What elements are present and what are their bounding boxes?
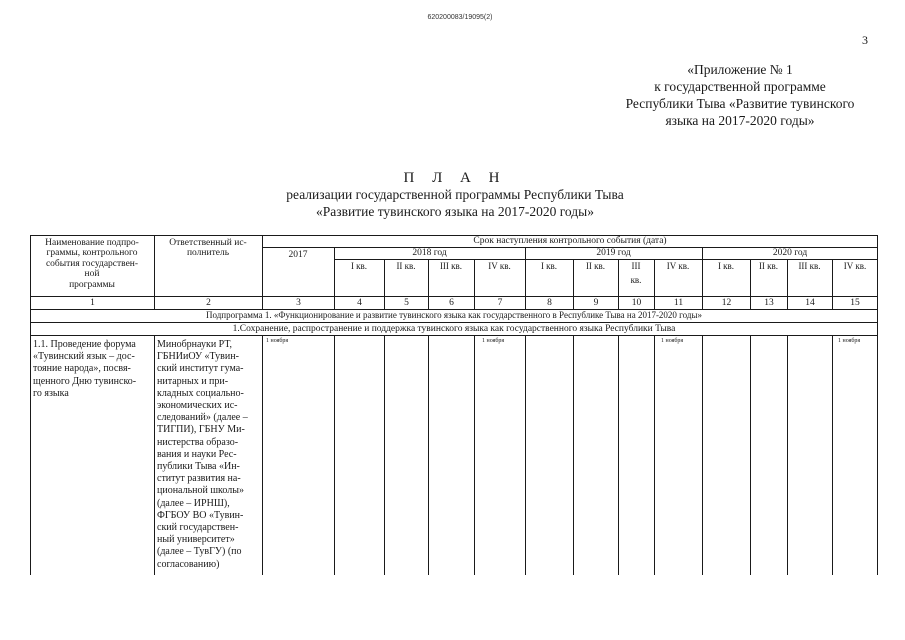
annex-heading: [600, 61, 880, 129]
column-number: 3: [296, 298, 301, 308]
col-divider: [334, 335, 335, 575]
quarter-header: IV кв.: [843, 261, 867, 271]
column-number: 11: [673, 298, 684, 308]
quarter-header: IV кв.: [488, 261, 511, 271]
col-divider: [787, 335, 788, 575]
year-2019-header: 2019 год: [596, 248, 631, 258]
year-2017-header: 2017: [288, 250, 308, 260]
date-2020-q4: 1 ноября: [838, 338, 861, 344]
column-number: 2: [206, 298, 211, 308]
event-cell: 1.1. Проведение форума «Тувинский язык – дос- тояние народа», посвя- щенного Дню тувинско- го языка: [33, 339, 137, 399]
date-2019-q4: 1 ноября: [661, 338, 684, 344]
quarter-header: III кв.: [798, 261, 821, 271]
column-number: 6: [449, 298, 454, 308]
quarter-header: III кв.: [630, 261, 642, 285]
annex-line: Республики Тыва «Развитие тувинского: [625, 96, 855, 111]
plan-table: [30, 235, 878, 575]
column-number: 7: [497, 298, 503, 308]
col-divider: [750, 335, 751, 575]
col-divider: [154, 335, 155, 575]
page-number: 3: [862, 33, 868, 47]
column-number: 8: [547, 298, 552, 308]
subtitle-line: «Развитие тувинского языка на 2017-2020 годы»: [316, 204, 594, 219]
col-divider: [702, 335, 703, 575]
responsible-cell: Минобрнауки РТ, ГБНИиОУ «Тувин- ский институт гума- нитарных и при- кладных социально- экономических ис- следований» (далее – ТИГПИ), ГБНУ Ми- нистерства образо- вания и науки Рес- публики Тыва «Ин- ститут развития на- циональной школы» (далее – ИРНШ), ФГБОУ ВО «Тувин- ский государствен- ный университет» (далее – ТувГУ) (по согласованию): [157, 339, 248, 570]
column-number: 15: [850, 298, 860, 308]
col-header-event: Наименование подпро- граммы, контрольного события государствен- ной программы: [45, 238, 139, 290]
subprogram-bottom-line: [30, 322, 878, 323]
page-subtitle: [150, 186, 760, 220]
column-number: 5: [404, 298, 409, 308]
quarter-header: IV кв.: [666, 261, 690, 271]
column-number: 14: [805, 298, 815, 308]
col-divider: [618, 335, 619, 575]
page-title: П Л А Н: [403, 170, 507, 186]
quarter-header: III кв.: [439, 261, 463, 271]
annex-line: «Приложение № 1: [687, 62, 793, 77]
col-divider: [525, 335, 526, 575]
section-row: 1.Сохранение, распространение и поддержка тувинского языка как государственного языка Республики Тыва: [232, 324, 676, 334]
column-number: 12: [721, 298, 732, 308]
col-divider: [654, 335, 655, 575]
subtitle-line: реализации государственной программы Республики Тыва: [286, 187, 624, 202]
column-number: 13: [764, 298, 774, 308]
col-header-responsible: Ответственный ис- полнитель: [169, 238, 247, 259]
col-divider: [428, 335, 429, 575]
quarter-header: II кв.: [585, 261, 606, 271]
col-divider: [573, 335, 574, 575]
year-2018-header: 2018 год: [412, 248, 447, 258]
column-number: 1: [90, 298, 95, 308]
year-2020-header: 2020 год: [772, 248, 808, 258]
date-2018-q4: 1 ноября: [482, 338, 505, 344]
table-border-right: [877, 235, 878, 575]
quarter-header: I кв.: [350, 261, 368, 271]
table-border-left: [30, 235, 31, 575]
document-id: 620200083/19095(2): [427, 14, 493, 21]
quarter-header: I кв.: [540, 261, 558, 271]
col-divider: [384, 335, 385, 575]
column-number: 4: [357, 298, 362, 308]
quarter-header: II кв.: [758, 261, 779, 271]
column-number: 9: [593, 298, 599, 308]
col-divider: [262, 335, 263, 575]
date-2017: 1 ноября: [266, 338, 289, 344]
quarter-header: II кв.: [396, 261, 416, 271]
year-header-line: [334, 259, 878, 260]
subprogram-row: Подпрограмма 1. «Функционирование и развитие тувинского языка как государственного в Республике Тыва на 2017-2020 годы»: [205, 310, 703, 320]
deadline-header: Срок наступления контрольного события (дата): [473, 236, 667, 246]
col-divider: [832, 335, 833, 575]
annex-line: к государственной программе: [654, 79, 826, 94]
col-divider: [474, 335, 475, 575]
column-number: 10: [631, 298, 642, 308]
quarter-header: I кв.: [717, 261, 735, 271]
annex-line: языка на 2017-2020 годы»: [665, 113, 815, 128]
